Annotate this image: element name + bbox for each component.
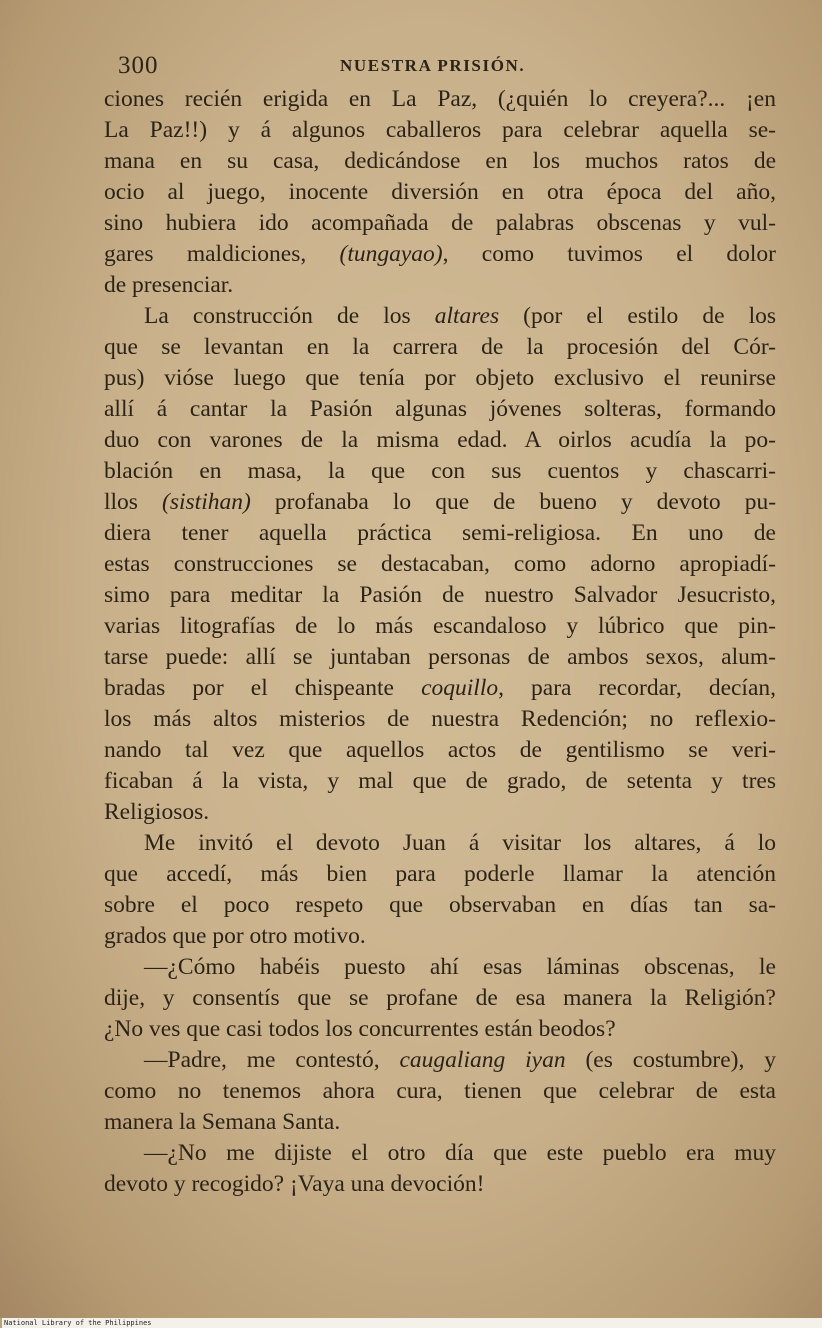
text-line: [104, 673, 776, 704]
text-run: (es costumbre), y: [585, 1047, 777, 1073]
text-line: grados que por otro motivo.: [104, 923, 366, 949]
text-line: dije, y consentís que se profane de esa manera la Religión?: [104, 985, 776, 1011]
text-run: , como tuvimos el dolor: [442, 241, 777, 267]
text-line: varias litografías de lo más escandaloso y lúbrico que pin-: [104, 613, 776, 639]
text-line: —¿Cómo habéis puesto ahí esas láminas obscenas, le: [144, 954, 776, 980]
text-run: , para recordar, decían,: [498, 675, 777, 701]
text-line: estas construcciones se destacaban, como adorno apropiadí-: [104, 551, 776, 577]
text-line: devoto y recogido? ¡Vaya una devoción!: [104, 1171, 485, 1197]
text-line: La Paz!!) y á algunos caballeros para celebrar aquella se-: [104, 117, 776, 143]
text-run: —Padre, me contestó,: [144, 1047, 380, 1073]
scan-footer: [2, 1318, 822, 1328]
text-line: sino hubiera ido acompañada de palabras obscenas y vul-: [104, 210, 776, 236]
text-line: [104, 487, 776, 518]
italic-term: coquillo: [421, 675, 499, 701]
text-line: de presenciar.: [104, 272, 234, 298]
italic-term: caugaliang iyan: [399, 1047, 566, 1073]
text-line: Religiosos.: [104, 799, 210, 825]
text-line: [104, 301, 776, 332]
library-credit: National Library of the Philippines: [4, 1319, 152, 1327]
text-line: que se levantan en la carrera de la procesión del Cór-: [104, 334, 776, 360]
text-run: llos: [104, 489, 138, 515]
page-header: [118, 52, 758, 84]
text-line: que accedí, más bien para poderle llamar la atención: [104, 861, 776, 887]
text-run: profanaba lo que de bueno y devoto pu-: [274, 489, 777, 515]
text-line: ciones recién erigida en La Paz, (¿quién lo creyera?... ¡en: [104, 86, 776, 112]
text-line: —¿No me dijiste el otro día que este pueblo era muy: [144, 1140, 776, 1166]
text-line: diera tener aquella práctica semi-religiosa. En uno de: [104, 520, 776, 546]
text-line: blación en masa, la que con sus cuentos y chascarri-: [104, 458, 776, 484]
text-line: los más altos misterios de nuestra Redención; no reflexio-: [104, 706, 776, 732]
text-run: (por el estilo de los: [523, 303, 777, 329]
text-line: Me invitó el devoto Juan á visitar los altares, á lo: [144, 830, 776, 856]
text-line: mana en su casa, dedicándose en los muchos ratos de: [104, 148, 776, 174]
page-number: 300: [118, 52, 159, 79]
text-run: La construcción de los: [144, 303, 411, 329]
text-line: pus) vióse luego que tenía por objeto exclusivo el reunirse: [104, 365, 776, 391]
italic-term: (sistihan): [162, 489, 251, 515]
text-line: allí á cantar la Pasión algunas jóvenes solteras, formando: [104, 396, 776, 422]
italic-term: altares: [434, 303, 500, 329]
text-line: ¿No ves que casi todos los concurrentes están beodos?: [104, 1016, 616, 1042]
text-line: ocio al juego, inocente diversión en otra época del año,: [104, 179, 776, 205]
text-line: simo para meditar la Pasión de nuestro Salvador Jesucristo,: [104, 582, 776, 608]
text-line: duo con varones de la misma edad. A oirlos acudía la po-: [104, 427, 776, 453]
text-line: tarse puede: allí se juntaban personas de ambos sexos, alum-: [104, 644, 776, 670]
italic-term: (tungayao): [339, 241, 443, 267]
text-run: bradas por el chispeante: [104, 675, 394, 701]
text-line: sobre el poco respeto que observaban en días tan sa-: [104, 892, 776, 918]
text-line: ficaban á la vista, y mal que de grado, de setenta y tres: [104, 768, 776, 794]
text-line: manera la Semana Santa.: [104, 1109, 341, 1135]
running-head: NUESTRA PRISIÓN.: [340, 56, 526, 75]
text-line: como no tenemos ahora cura, tienen que celebrar de esta: [104, 1078, 776, 1104]
text-run: gares maldiciones,: [104, 241, 307, 267]
text-line: nando tal vez que aquellos actos de gentilismo se veri-: [104, 737, 776, 763]
text-line: [104, 1045, 776, 1076]
text-line: [104, 239, 776, 270]
body-text: [104, 84, 776, 1200]
